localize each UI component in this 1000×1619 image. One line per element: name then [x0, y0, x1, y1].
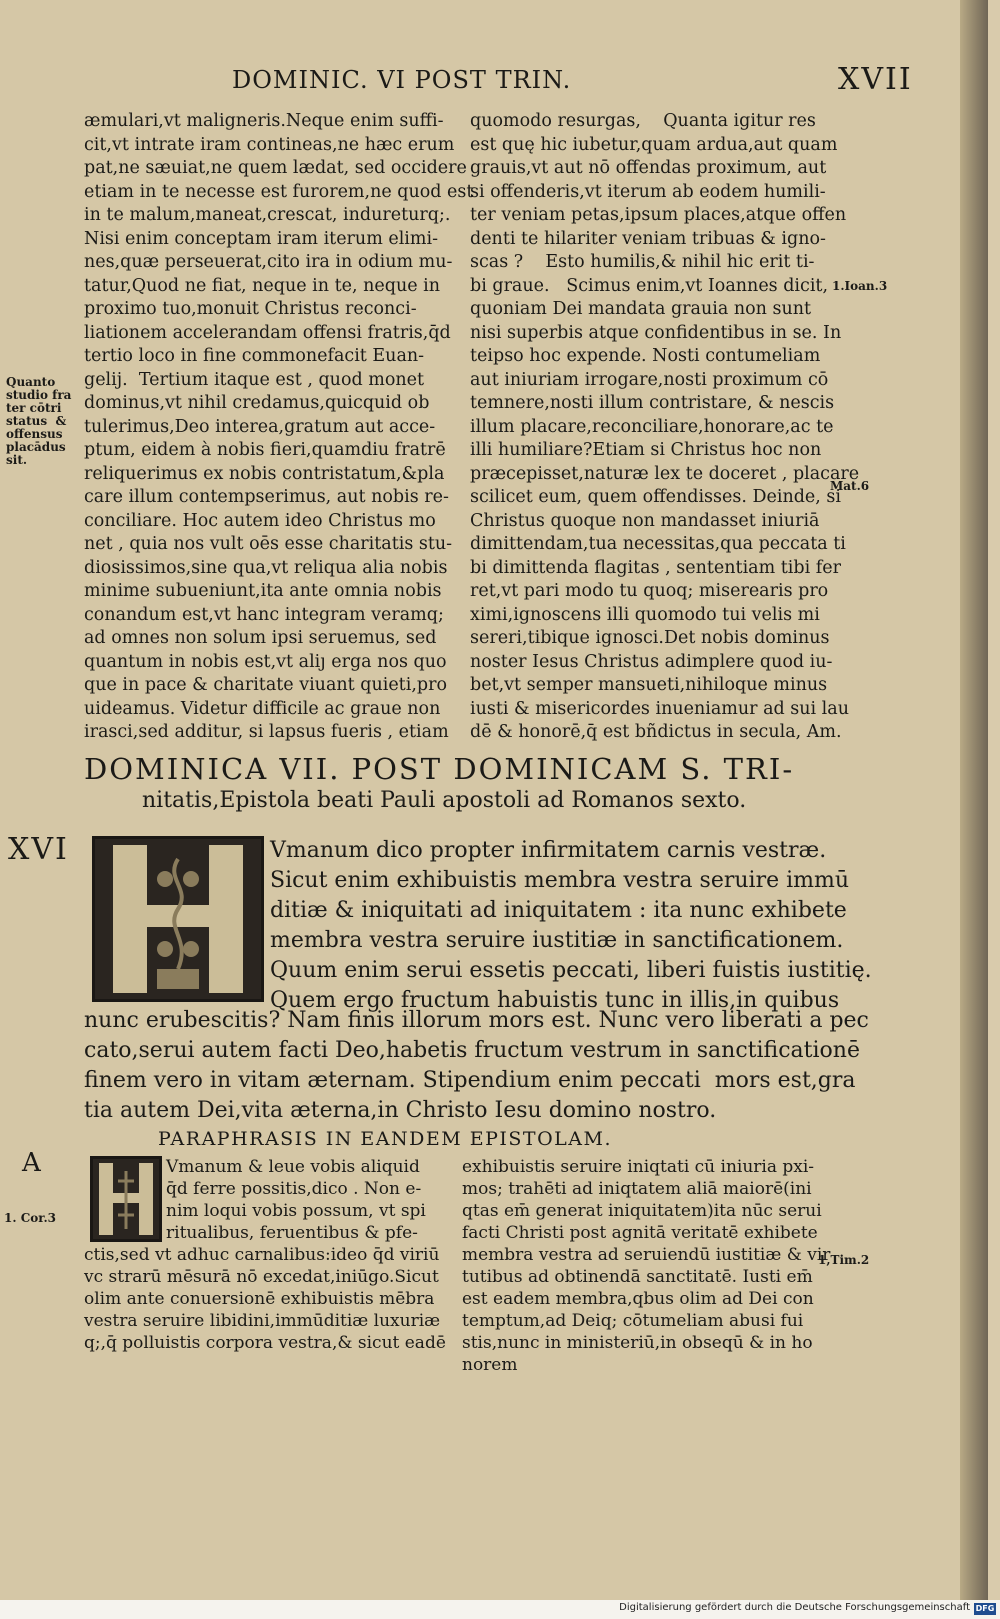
text-line: ter veniam petas,ipsum places,atque offen — [470, 205, 847, 225]
text-line: tutibus ad obtinendā sanctitatē. Iusti em̄ — [462, 1267, 813, 1287]
text-line: temptum,ad Deiq; cōtumeliam abusi fui — [462, 1311, 804, 1331]
text-line: aut iniuriam irrogare,nosti proximum cō — [470, 369, 829, 390]
text-line: gelij. Tertium itaque est , quod monet — [84, 369, 425, 390]
text-line: minime subueniunt,ita ante omnia nobis — [84, 581, 442, 601]
text-line: mos; trahēti ad iniqtatem aliā maiorē(ini — [462, 1179, 812, 1199]
text-line: quoniam Dei mandata grauia non sunt — [470, 299, 812, 319]
text-line: iusti & misericordes inueniamur ad sui lau — [470, 698, 849, 719]
text-line: bi graue. Scimus enim,vt Ioannes dicit, — [470, 275, 829, 296]
text-line: teipso hoc expende. Nosti contumeliam — [470, 346, 821, 366]
text-line: Vmanum & leue vobis aliquid — [166, 1157, 420, 1177]
text-line: pat,ne sæuiat,ne quem lædat, sed occidere — [84, 158, 467, 178]
text-line: tulerimus,Deo interea,gratum aut acce- — [84, 416, 436, 437]
text-line: tia autem Dei,vita æterna,in Christo Iesu domino nostro. — [84, 1098, 717, 1123]
text-line: dimittendam,tua necessitas,qua peccata ti — [470, 534, 846, 554]
text-line: proximo tuo,monuit Christus reconci- — [84, 299, 417, 319]
margin-note: 1.Ioan.3 — [832, 279, 888, 293]
paraphrasis-right — [462, 1156, 830, 1376]
dfg-logo: DFG — [975, 1604, 995, 1613]
footer-credit: Digitalisierung gefördert durch die Deutsche Forschungsgemeinschaft — [619, 1602, 970, 1613]
text-line: diosissimos,sine qua,vt reliqua alia nobis — [84, 557, 448, 578]
margin-note: Quanto studio fra ter cōtri status & offensus placādus sit. — [6, 375, 72, 467]
text-line: Quum enim serui essetis peccati, liberi fuistis iustitię. — [270, 958, 872, 983]
text-line: grauis,vt aut nō offendas proximum, aut — [470, 158, 827, 178]
text-line: præcepisset,naturæ lex te doceret , placare — [470, 463, 860, 484]
text-column-right — [470, 110, 859, 745]
text-line: æmulari,vt maligneris.Neque enim suffi- — [84, 111, 444, 131]
margin-numeral: XVI — [8, 832, 69, 867]
text-line: denti te hilariter veniam tribuas & igno- — [470, 228, 826, 249]
epistle-text — [84, 1006, 869, 1126]
text-line: scilicet eum, quem offendisses. Deinde, si — [470, 487, 841, 507]
text-line: noster Iesus Christus adimplere quod iu- — [470, 651, 833, 672]
text-line: Christus quoque non mandasset iniuriā — [470, 510, 820, 531]
text-line: liationem accelerandam offensi fratris,q̄d — [84, 322, 451, 343]
text-line: uideamus. Videtur difficile ac graue non — [84, 698, 441, 719]
text-line: stis,nunc in ministeriū,in obseqū & in ho — [462, 1333, 813, 1353]
text-line: facti Christi post agnitā veritatē exhibete — [462, 1223, 818, 1243]
text-line: net , quia nos vult oēs esse charitatis stu- — [84, 534, 453, 554]
text-line: reliquerimus ex nobis contristatum,&pla — [84, 463, 445, 484]
text-line: ret,vt pari modo tu quoq; miserearis pro — [470, 581, 829, 601]
text-line: ximi,ignoscens illi quomodo tui velis mi — [470, 604, 820, 625]
decorated-initial-h-small — [90, 1156, 162, 1242]
text-line: ptum, eidem à nobis fieri,quamdiu fratrē — [84, 440, 446, 460]
text-line: nunc erubescitis? Nam finis illorum mors est. Nunc vero liberati a pec — [84, 1008, 869, 1033]
text-line: etiam in te necesse est furorem,ne quod est — [84, 181, 474, 202]
paraphrasis-title: PARAPHRASIS IN EANDEM EPISTOLAM. — [158, 1128, 612, 1150]
text-line: dominus,vt nihil credamus,quicquid ob — [84, 393, 430, 413]
text-line: tertio loco in fine commonefacit Euan- — [84, 346, 425, 366]
text-line: ctis,sed vt adhuc carnalibus:ideo q̄d viriū — [84, 1245, 440, 1265]
text-line: Vmanum dico propter infirmitatem carnis vestræ. — [270, 838, 827, 863]
text-line: membra vestra seruire iustitiæ in sanctificationem. — [270, 928, 844, 953]
text-line: qtas em̄ generat iniquitatem)ita nūc serui — [462, 1201, 822, 1221]
text-line: illum placare,reconciliare,honorare,ac te — [470, 416, 834, 437]
margin-note: Mat.6 — [830, 479, 870, 493]
text-line: ritualibus, feruentibus & pfe- — [166, 1223, 418, 1243]
decorated-initial-h — [92, 836, 264, 1002]
text-line: olim ante conuersionē exhibuistis mēbra — [84, 1289, 435, 1309]
text-line: finem vero in vitam æternam. Stipendium enim peccati mors est,gra — [84, 1068, 856, 1093]
text-line: si offenderis,vt iterum ab eodem humili- — [470, 181, 826, 202]
text-line: tatur,Quod ne fiat, neque in te, neque in — [84, 275, 440, 296]
text-line: ad omnes non solum ipsi seruemus, sed — [84, 628, 437, 648]
text-line: in te malum,maneat,crescat, indureturq;. — [84, 205, 451, 225]
folio-number: XVII — [838, 62, 913, 97]
text-line: quantum in nobis est,vt aliȷ erga nos quo — [84, 651, 447, 672]
text-line: Nisi enim conceptam iram iterum elimi- — [84, 228, 439, 249]
text-line: vestra seruire libidini,immūditiæ luxuriæ — [84, 1311, 441, 1331]
margin-letter: A — [22, 1148, 41, 1178]
text-line: dē & honorē,q̄ est bñdictus in secula, Am. — [470, 722, 842, 742]
text-line: cato,serui autem facti Deo,habetis fructum vestrum in sanctificationē — [84, 1038, 860, 1063]
text-line: Sicut enim exhibuistis membra vestra seruire immū — [270, 868, 850, 893]
text-line: exhibuistis seruire iniqtati cū iniuria pxi- — [462, 1157, 815, 1177]
running-header: DOMINIC. VI POST TRIN. — [232, 66, 572, 94]
text-line: care illum contempserimus, aut nobis re- — [84, 487, 449, 507]
text-line: sereri,tibique ignosci.Det nobis dominus — [470, 628, 830, 648]
margin-note: 1. Cor.3 — [4, 1211, 57, 1225]
text-line: norem — [462, 1355, 518, 1375]
text-line: Quem ergo fructum habuistis tunc in illis,in quibus — [270, 988, 840, 1013]
margin-note: 1,Tim.2 — [818, 1253, 870, 1267]
text-line: cit,vt intrate iram contineas,ne hæc erum — [84, 134, 455, 155]
text-column-left — [84, 110, 473, 745]
paraphrasis-left — [84, 1244, 446, 1354]
text-line: conciliare. Hoc autem ideo Christus mo — [84, 510, 436, 531]
page-edge — [960, 0, 988, 1600]
text-line: temnere,nosti illum contristare, & nescis — [470, 393, 835, 413]
text-line: bi dimittenda flagitas , sententiam tibi fer — [470, 557, 841, 578]
text-line: est eadem membra,qbus olim ad Dei con — [462, 1289, 814, 1309]
paraphrasis-left-indented — [166, 1156, 426, 1244]
text-line: est quę hic iubetur,quam ardua,aut quam — [470, 134, 838, 155]
epistle-indented — [270, 836, 872, 1016]
text-line: vc strarū mēsurā nō excedat,iniūgo.Sicut — [84, 1267, 439, 1287]
text-line: conandum est,vt hanc integram veramq; — [84, 604, 444, 625]
text-line: nim loqui vobis possum, vt spi — [166, 1201, 426, 1221]
text-line: bet,vt semper mansueti,nihiloque minus — [470, 675, 828, 695]
section-title: DOMINICA VII. POST DOMINICAM S. TRI- — [84, 752, 795, 786]
section-subtitle: nitatis,Epistola beati Pauli apostoli ad Romanos sexto. — [142, 788, 747, 813]
text-line: q̄d ferre possitis,dico . Non e- — [166, 1179, 422, 1199]
text-line: nisi superbis atque confidentibus in se. In — [470, 322, 842, 343]
text-line: illi humiliare?Etiam si Christus hoc non — [470, 440, 822, 460]
text-line: irasci,sed additur, si lapsus fueris , etiam — [84, 722, 449, 742]
text-line: scas ? Esto humilis,& nihil hic erit ti- — [470, 252, 815, 272]
text-line: que in pace & charitate viuant quieti,pro — [84, 675, 447, 695]
text-line: ditiæ & iniquitati ad iniquitatem : ita nunc exhibete — [270, 898, 847, 923]
footer-bar — [0, 1600, 1000, 1619]
text-line: q;,q̄ polluistis corpora vestra,& sicut eadē — [84, 1333, 446, 1353]
text-line: nes,quæ perseuerat,cito ira in odium mu- — [84, 252, 453, 272]
text-line: quomodo resurgas, Quanta igitur res — [470, 111, 816, 131]
text-line: membra vestra ad seruiendū iustitiæ & vir — [462, 1245, 831, 1265]
